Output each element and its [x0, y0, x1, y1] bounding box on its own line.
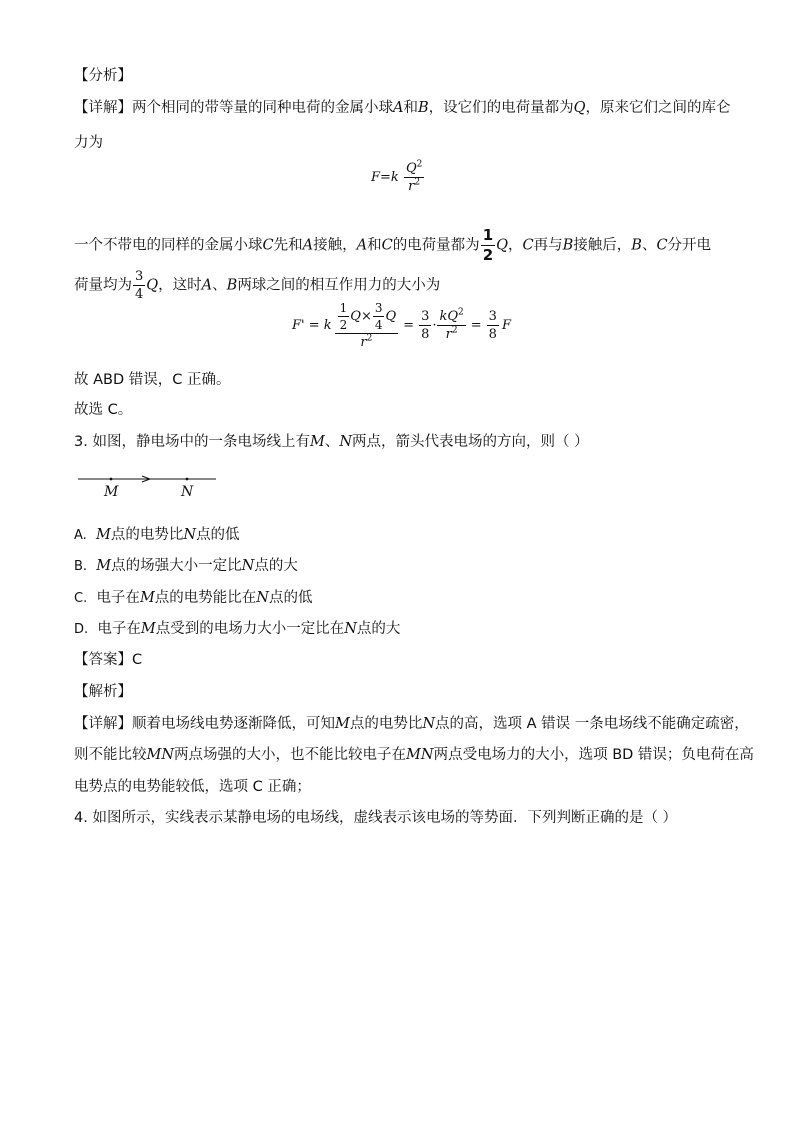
option-b: B. M点的场强大小一定比N点的大 [74, 558, 298, 574]
q4-stem: 4. 如图所示，实线表示某静电场的电场线，虚线表示该电场的等势面．下列判断正确的是（ ） [74, 810, 678, 826]
detail-line-2: 力为 [74, 135, 103, 151]
figure-label-m: M [104, 484, 119, 500]
answer-tag: 【答案】 [74, 652, 132, 668]
q3-analysis-heading: 【解析】 [74, 684, 132, 700]
detail-tag: 【详解】 [74, 100, 132, 116]
point-n-dot [186, 478, 189, 481]
detail-line-3: 一个不带电的同样的金属小球C先和A接触，A和C的电荷量都为 $\frac{1}{2}$ Q，C再与B接触后，B、C分开电 [74, 226, 712, 264]
q3-detail-line-2: 则不能比较MN两点场强的大小，也不能比较电子在MN两点受电场力的大小，选项 BD 错误；负电荷在高 [74, 747, 754, 763]
eq2-main-fraction: $\frac{1}{2}$ Q× $\frac{3}{4}$ Q $r^2$ [335, 302, 399, 349]
three-quarter-fraction: $\frac{3}{4}$ [135, 269, 144, 302]
equation-new-force: F' = k $\frac{1}{2}$ Q× $\frac{3}{4}$ Q $r^2$ = $\frac{3}{8}$ · $\frac{kQ^2}{r^2}$ = $\frac{3}{8}$ F [292, 301, 511, 350]
figure-label-n: N [181, 484, 194, 500]
option-d: D. 电子在M点受到的电场力大小一定比在N点的大 [74, 621, 401, 637]
point-m-dot [110, 478, 113, 481]
option-a: A. M点的电势比N点的低 [74, 527, 240, 543]
detail-line-4: 荷量均为 $\frac{3}{4}$ Q，这时A、B两球之间的相互作用力的大小为 [74, 269, 441, 302]
analysis-tag: 【分析】 [74, 68, 132, 84]
choice-line: 故选 C。 [74, 402, 133, 418]
conclusion-line: 故 ABD 错误，C 正确。 [74, 372, 231, 388]
half-fraction: $\frac{1}{2}$ [482, 226, 494, 264]
q3-stem: 3. 如图，静电场中的一条电场线上有M、N两点，箭头代表电场的方向，则（ ） [74, 434, 589, 450]
option-c: C. 电子在M点的电势能比在N点的低 [74, 590, 313, 606]
eq1-fraction: $\frac{Q^2}{r^2}$ [405, 159, 423, 194]
analysis-heading [74, 66, 132, 86]
equation-coulomb: F=k $\frac{Q^2}{r^2}$ [371, 159, 423, 194]
q3-answer [74, 650, 142, 670]
answer-value: C [132, 652, 143, 668]
field-line-svg [76, 470, 226, 506]
field-line-figure [76, 470, 226, 506]
q3-detail-line-1: 【详解】顺着电场线电势逐渐降低，可知M点的电势比N点的高，选项 A 错误 一条电场线不能确定疏密， [74, 716, 749, 732]
detail-line-1: 【详解】两个相同的带等量的同种电荷的金属小球A和B，设它们的电荷量都为Q，原来它们之间的库仑 [74, 100, 731, 116]
q3-detail-line-3: 电势点的电势能较低，选项 C 正确； [74, 779, 311, 795]
